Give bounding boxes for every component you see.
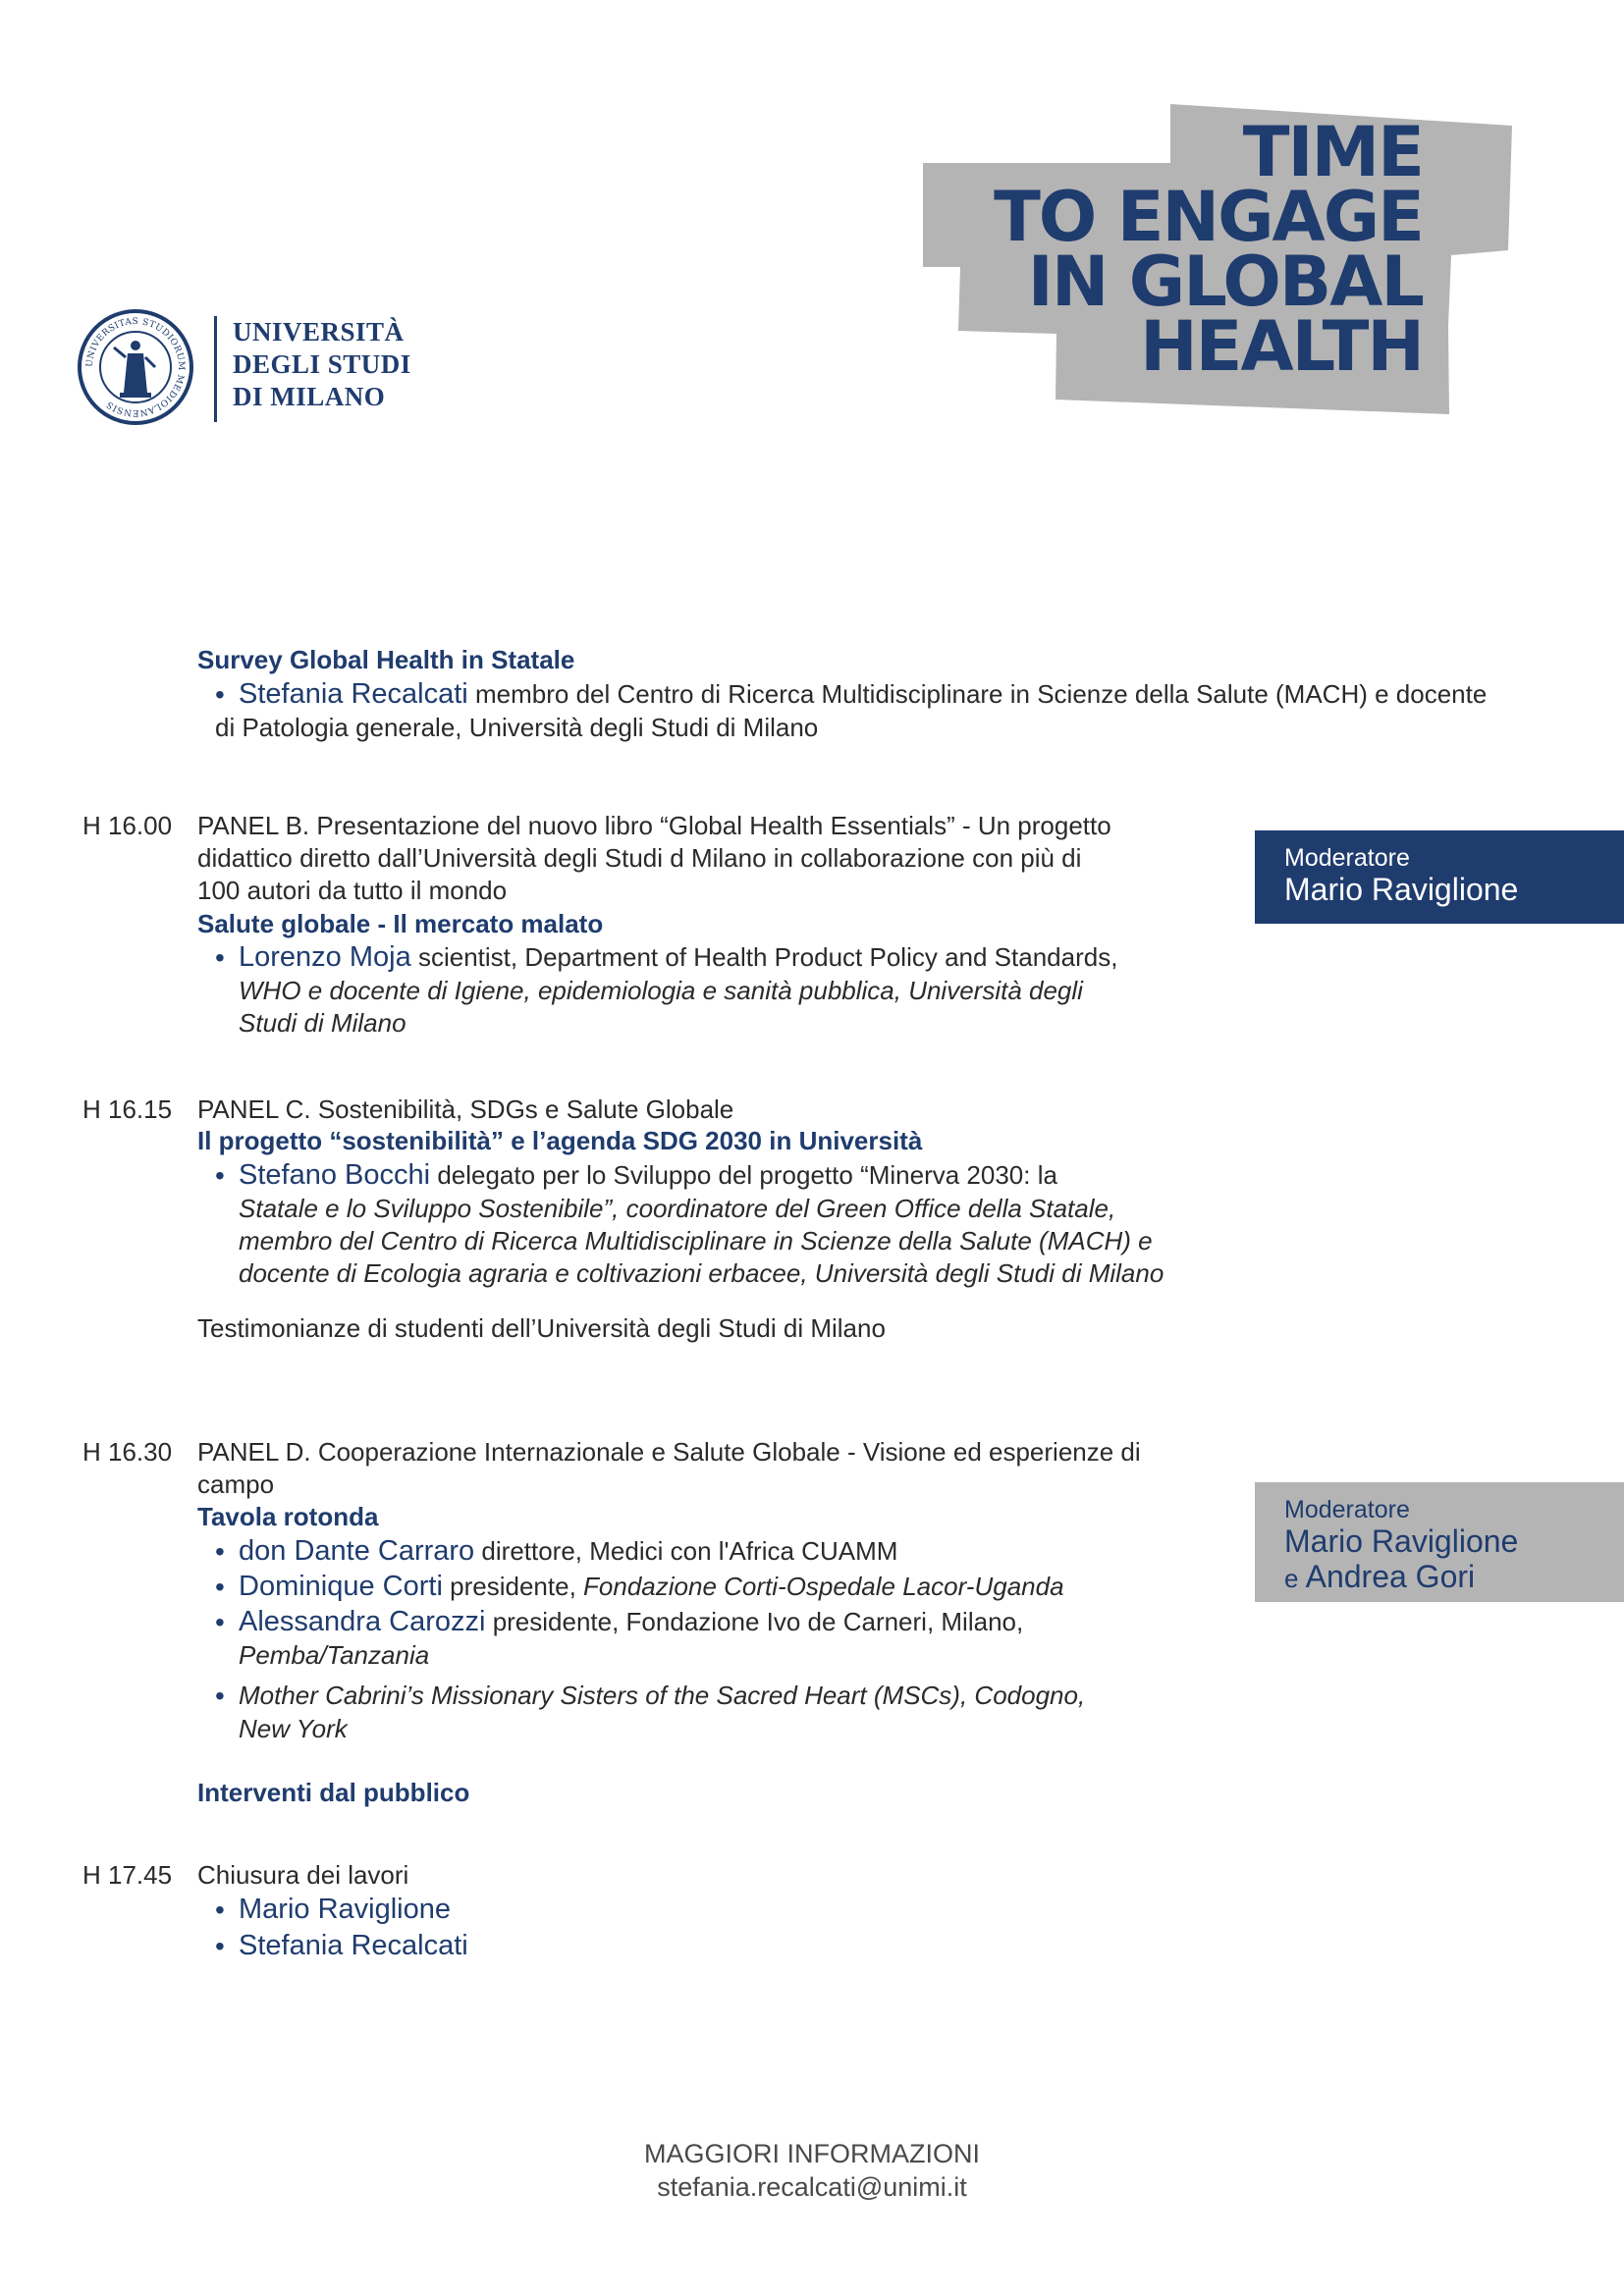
speaker-name: don Dante Carraro xyxy=(239,1535,475,1567)
speaker-name: Dominique Corti xyxy=(239,1571,443,1602)
moderator-label: Moderatore xyxy=(1284,844,1410,872)
speaker-name: Alessandra Carozzi xyxy=(239,1606,486,1637)
moderator-conjunction: e xyxy=(1284,1564,1299,1593)
panel-intro-line: campo xyxy=(197,1469,275,1499)
speaker-description-continued: New York xyxy=(239,1714,348,1743)
speaker-description: presidente, xyxy=(450,1572,576,1601)
panel-intro-line: 100 autori da tutto il mondo xyxy=(197,876,508,905)
bullet-icon: • xyxy=(215,1607,225,1637)
speaker-description-continued: Studi di Milano xyxy=(239,1008,406,1038)
university-name-line: DI MILANO xyxy=(233,382,386,411)
logo-divider xyxy=(214,316,217,422)
moderator-name-line xyxy=(1284,1559,1624,1596)
survey-heading: Survey Global Health in Statale xyxy=(197,645,575,674)
public-interventions-heading: Interventi dal pubblico xyxy=(197,1778,470,1807)
university-name-line: DEGLI STUDI xyxy=(233,349,411,379)
session-time: H 16.30 xyxy=(82,1437,173,1467)
panel-intro-line: PANEL C. Sostenibilità, SDGs e Salute Globale xyxy=(197,1095,734,1124)
speaker-description-continued: Statale e lo Sviluppo Sostenibile”, coordinatore del Green Office della Statale, xyxy=(239,1194,1116,1223)
speaker-description: direttore, Medici con l'Africa CUAMM xyxy=(481,1536,898,1566)
speaker-description-continued: membro del Centro di Ricerca Multidisciplinare in Scienze della Salute (MACH) e xyxy=(239,1226,1153,1255)
bullet-icon: • xyxy=(215,1895,225,1925)
panel-speaker xyxy=(215,1535,898,1568)
session-time: H 16.00 xyxy=(82,811,173,840)
session-time: H 17.45 xyxy=(82,1860,173,1890)
speaker-description-italic: Fondazione Corti-Ospedale Lacor-Uganda xyxy=(583,1572,1064,1601)
event-title-line: IN GLOBAL xyxy=(1027,241,1423,322)
closing-title: Chiusura dei lavori xyxy=(197,1860,409,1890)
speaker-name: Lorenzo Moja xyxy=(239,941,411,973)
bullet-icon: • xyxy=(215,1572,225,1602)
moderator-name: Mario Raviglione xyxy=(1284,1523,1519,1559)
closing-speaker xyxy=(215,1894,451,1926)
panel-speaker xyxy=(215,1606,1024,1638)
panel-speaker xyxy=(215,1159,1057,1192)
speaker-description-continued: Pemba/Tanzania xyxy=(239,1640,430,1670)
panel-intro-line: didattico diretto dall’Università degli Studi d Milano in collaborazione con più di xyxy=(197,843,1082,873)
panel-speaker xyxy=(215,941,1118,974)
bullet-icon: • xyxy=(215,679,225,710)
university-name xyxy=(233,316,411,413)
event-title xyxy=(994,112,1423,387)
moderator-name: Mario Raviglione xyxy=(1284,872,1519,907)
speaker-name: Stefania Recalcati xyxy=(239,678,468,710)
bullet-icon: • xyxy=(215,1931,225,1961)
contact-email[interactable]: stefania.recalcati@unimi.it xyxy=(657,2172,967,2202)
event-title-line: TO ENGAGE xyxy=(994,177,1423,257)
panel-heading: Salute globale - Il mercato malato xyxy=(197,909,604,938)
speaker-name: Stefania Recalcati xyxy=(239,1930,468,1961)
university-name-line: UNIVERSITÀ xyxy=(233,317,405,347)
event-title-line: TIME xyxy=(1242,112,1423,192)
moderator-box xyxy=(1255,830,1624,924)
footer-label: MAGGIORI INFORMAZIONI xyxy=(644,2139,980,2168)
speaker-description: delegato per lo Sviluppo del progetto “Minerva 2030: la xyxy=(437,1160,1057,1190)
speaker-description: membro del Centro di Ricerca Multidisciplinare in Scienze della Salute (MACH) e docente xyxy=(474,679,1488,709)
testimonials-line: Testimonianze di studenti dell’Università degli Studi di Milano xyxy=(197,1313,886,1343)
speaker-description: Mother Cabrini’s Missionary Sisters of the Sacred Heart (MSCs), Codogno, xyxy=(239,1681,1086,1710)
svg-text:UNIVERSITAS STUDIORUM MEDIOLAN: UNIVERSITAS STUDIORUM MEDIOLANENSIS xyxy=(84,316,187,418)
moderator-label: Moderatore xyxy=(1284,1496,1410,1523)
panel-intro-line: PANEL B. Presentazione del nuovo libro “Global Health Essentials” - Un progetto xyxy=(197,811,1111,840)
university-seal-logo xyxy=(77,308,194,426)
speaker-description-continued: docente di Ecologia agraria e coltivazioni erbacee, Università degli Studi di Milano xyxy=(239,1258,1164,1288)
footer xyxy=(0,2137,1624,2204)
speaker-description: presidente, Fondazione Ivo de Carneri, Milano, xyxy=(492,1607,1024,1636)
panel-speaker xyxy=(215,1571,1064,1603)
speaker-description-continued: WHO e docente di Igiene, epidemiologia e sanità pubblica, Università degli xyxy=(239,976,1083,1005)
survey-speaker xyxy=(215,678,1488,711)
panel-intro-line: PANEL D. Cooperazione Internazionale e Salute Globale - Visione ed esperienze di xyxy=(197,1437,1141,1467)
speaker-name: Stefano Bocchi xyxy=(239,1159,431,1191)
bullet-icon: • xyxy=(215,1536,225,1567)
moderator-name: Andrea Gori xyxy=(1305,1559,1476,1594)
speaker-description-continued: di Patologia generale, Università degli Studi di Milano xyxy=(215,713,819,742)
bullet-icon: • xyxy=(215,942,225,973)
speaker-description: scientist, Department of Health Product Policy and Standards, xyxy=(417,942,1118,972)
bullet-icon: • xyxy=(215,1681,225,1711)
panel-speaker xyxy=(215,1680,1086,1712)
moderator-box xyxy=(1255,1482,1624,1602)
panel-heading: Tavola rotonda xyxy=(197,1502,379,1531)
bullet-icon: • xyxy=(215,1160,225,1191)
event-title-line: HEALTH xyxy=(1140,306,1423,387)
speaker-name: Mario Raviglione xyxy=(239,1894,451,1925)
closing-speaker xyxy=(215,1930,468,1962)
panel-heading: Il progetto “sostenibilità” e l’agenda SDG 2030 in Università xyxy=(197,1126,923,1155)
session-time: H 16.15 xyxy=(82,1095,173,1124)
